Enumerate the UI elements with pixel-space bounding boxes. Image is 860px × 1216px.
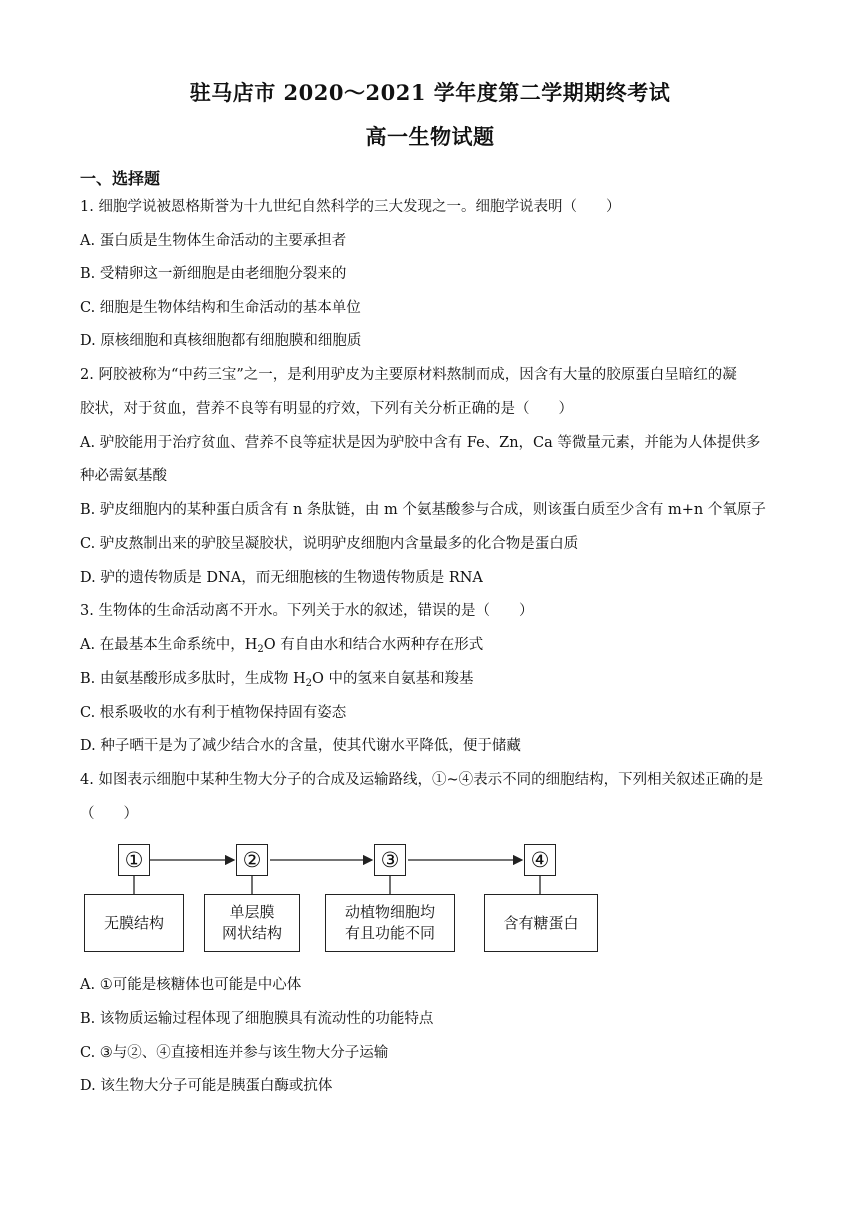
structure-desc-3: 动植物细胞均 有且功能不同 [325,894,455,952]
q2-option-d: D. 驴的遗传物质是 DNA，而无细胞核的生物遗传物质是 RNA [80,570,483,586]
q1-option-d: D. 原核细胞和真核细胞都有细胞膜和细胞质 [80,333,362,349]
q3-option-a: A. 在最基本生命系统中，$H_2O$ 有自由水和结合水两种存在形式 [80,637,484,655]
structure-node-3: ③ [374,844,406,876]
structure-desc-4: 含有糖蛋白 [484,894,598,952]
q1-stem: 1. 细胞学说被恩格斯誉为十九世纪自然科学的三大发现之一。细胞学说表明（ ） [80,199,621,215]
q3-option-d: D. 种子晒干是为了减少结合水的含量，使其代谢水平降低，便于储藏 [80,738,521,754]
q4-option-a: A. ①可能是核糖体也可能是中心体 [80,977,302,993]
structure-node-4: ④ [524,844,556,876]
exam-subtitle: 高一生物试题 [365,124,495,149]
structure-node-1: ① [118,844,150,876]
q3-option-b: B. 由氨基酸形成多肽时，生成物 $H_2O$ 中的氢来自氨基和羧基 [80,671,474,689]
structure-node-2: ② [236,844,268,876]
section-heading: 一、选择题 [80,169,161,188]
q2-option-a-line2: 种必需氨基酸 [80,468,167,484]
q4-option-c: C. ③与②、④直接相连并参与该生物大分子运输 [80,1045,389,1061]
structure-desc-1: 无膜结构 [84,894,184,952]
q4-stem-line1: 4. 如图表示细胞中某种生物大分子的合成及运输路线，①~④表示不同的细胞结构，下列相关叙述正确的是 [80,772,764,788]
q1-option-b: B. 受精卵这一新细胞是由老细胞分裂来的 [80,266,347,282]
q2-option-c: C. 驴皮熬制出来的驴胶呈凝胶状，说明驴皮细胞内含量最多的化合物是蛋白质 [80,536,579,552]
q2-option-b: B. 驴皮细胞内的某种蛋白质含有 n 条肽链，由 m 个氨基酸参与合成，则该蛋白质至少含有 m+n 个氧原子 [80,502,766,518]
q3-stem: 3. 生物体的生命活动离不开水。下列关于水的叙述，错误的是（ ） [80,603,534,619]
exam-title: 驻马店市 2020～2021 学年度第二学期期终考试 [189,80,671,105]
q2-stem-line2: 胶状，对于贫血，营养不良等有明显的疗效，下列有关分析正确的是（ ） [80,401,573,417]
q4-option-d: D. 该生物大分子可能是胰蛋白酶或抗体 [80,1078,333,1094]
structure-desc-2: 单层膜 网状结构 [204,894,300,952]
q3-option-c: C. 根系吸收的水有利于植物保持固有姿态 [80,705,347,721]
synthesis-pathway-diagram [80,840,620,958]
q2-option-a-line1: A. 驴胶能用于治疗贫血、营养不良等症状是因为驴胶中含有 Fe、Zn，Ca 等微量元素，并能为人体提供多 [80,435,761,451]
q4-stem-line2: （ ） [80,806,138,822]
q4-option-b: B. 该物质运输过程体现了细胞膜具有流动性的功能特点 [80,1011,434,1027]
q1-option-a: A. 蛋白质是生物体生命活动的主要承担者 [80,233,347,249]
q1-option-c: C. 细胞是生物体结构和生命活动的基本单位 [80,300,361,316]
q2-stem-line1: 2. 阿胶被称为“中药三宝”之一，是利用驴皮为主要原材料熬制而成，因含有大量的胶原蛋白呈暗红的凝 [80,367,737,383]
